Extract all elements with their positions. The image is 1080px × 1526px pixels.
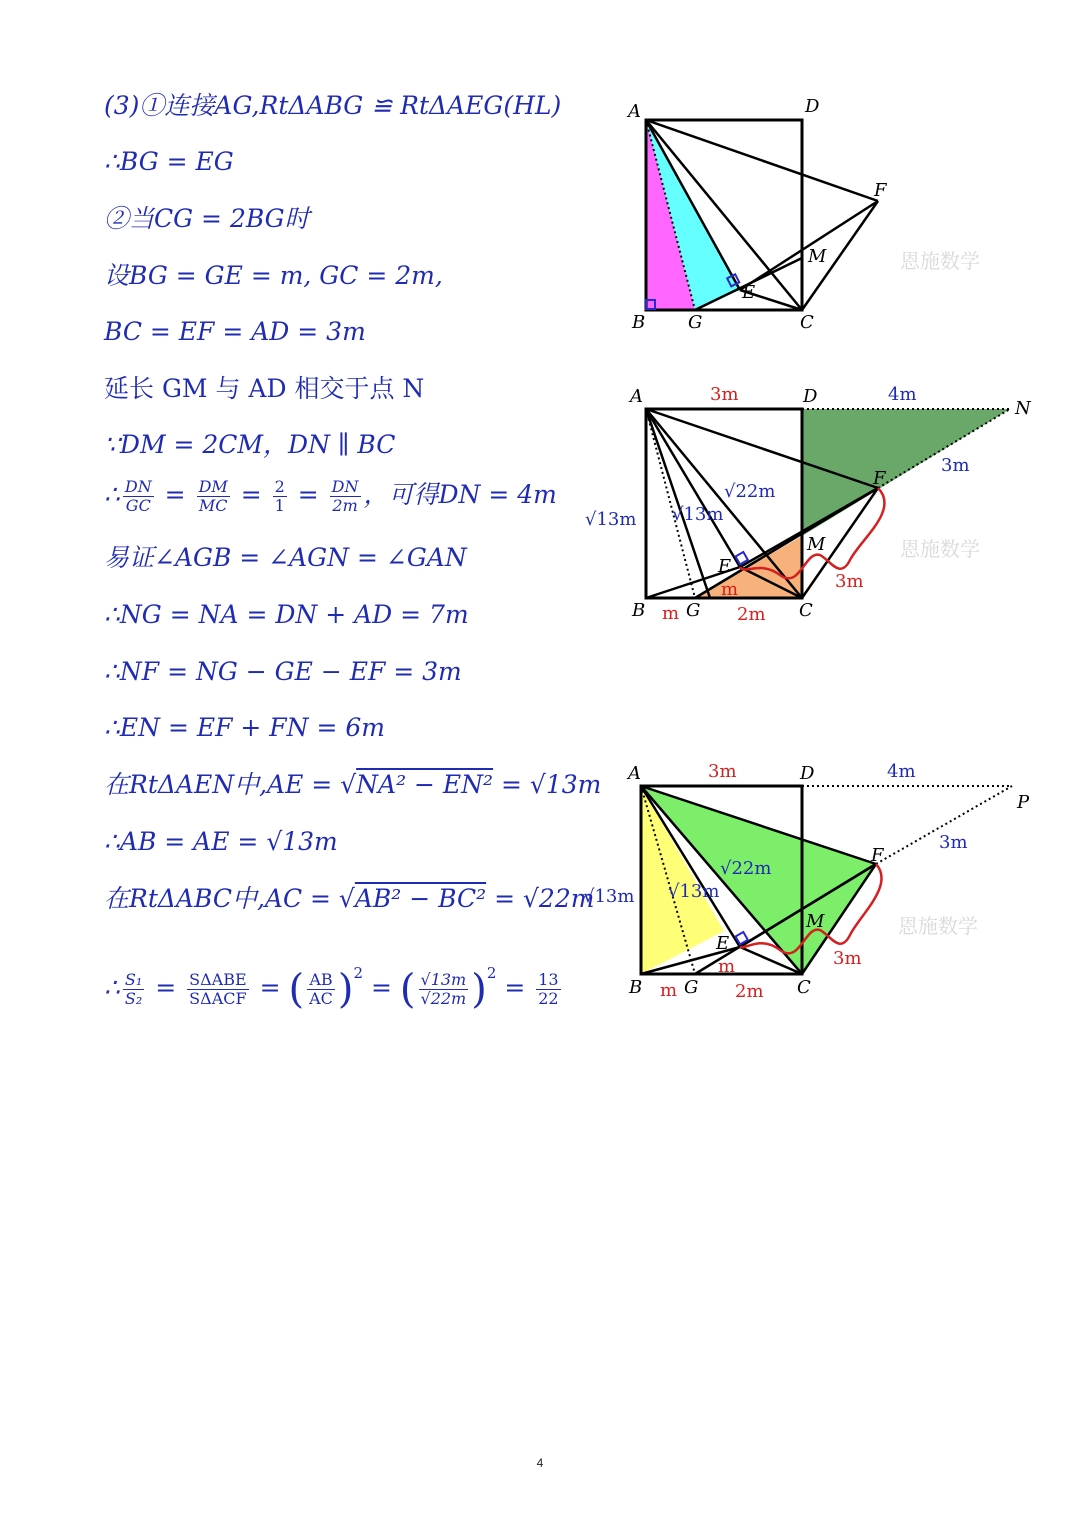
frac-num: 2 bbox=[274, 477, 285, 496]
frac-num: DN bbox=[331, 477, 359, 496]
point-label-d: D bbox=[800, 763, 815, 784]
step-4: 设BG = GE = m, GC = 2m, bbox=[104, 261, 443, 290]
ae-prefix: 在RtΔAEN中,AE = bbox=[104, 770, 341, 799]
point-label-c: C bbox=[800, 312, 814, 333]
label-3m: 3m bbox=[835, 571, 864, 592]
label-m: m bbox=[718, 956, 736, 977]
step-6: 延长 GM 与 AD 相交于点 N bbox=[104, 374, 425, 403]
label-2m: 2m bbox=[735, 981, 764, 1002]
step-5: BC = EF = AD = 3m bbox=[104, 317, 366, 346]
frac-den: 22 bbox=[538, 989, 559, 1008]
frac-den: AC bbox=[309, 989, 333, 1008]
frac-num: 13 bbox=[538, 970, 559, 989]
point-label-p: P bbox=[1017, 792, 1030, 813]
step-ratio: ∴ $\frac{DN}{GC}$ = $\frac{DM}{MC}$ = $\frac{2}{1}$ = $\frac{DN}{2m}$ ，可得DN = 4m bbox=[104, 477, 557, 515]
ac-radicand: AB² − BC² bbox=[354, 884, 487, 913]
frac-t bbox=[187, 971, 249, 1008]
point-label-d: D bbox=[805, 96, 820, 117]
step-3: ②当CG = 2BG时 bbox=[104, 204, 310, 233]
point-label-a: A bbox=[628, 101, 641, 122]
label-sqrt13m: √13m bbox=[672, 504, 724, 525]
frac-den: GC bbox=[125, 496, 151, 515]
sqrt-sign: √ bbox=[340, 770, 357, 799]
ac-result: = √22m bbox=[486, 884, 595, 913]
label-2m: 2m bbox=[737, 604, 766, 625]
frac-num: √13m bbox=[420, 970, 467, 989]
point-label-f: F bbox=[874, 180, 887, 201]
label-sqrt13m: √13m bbox=[668, 881, 720, 902]
label-3m: 3m bbox=[833, 948, 862, 969]
point-label-g: G bbox=[688, 312, 703, 333]
watermark: 恩施数学 bbox=[900, 537, 980, 561]
area-prefix: ∴ bbox=[104, 973, 120, 1002]
point-label-f: F bbox=[871, 845, 884, 866]
ratio-frac-4 bbox=[330, 478, 361, 515]
label-sqrt13m: √13m bbox=[585, 509, 637, 530]
step-ae bbox=[104, 769, 601, 801]
frac-den: 2m bbox=[332, 496, 358, 515]
frac-den: √22m bbox=[420, 989, 467, 1008]
point-label-a: A bbox=[630, 386, 643, 407]
label-sqrt22m: √22m bbox=[724, 481, 776, 502]
label-m: m bbox=[662, 603, 680, 624]
ratio-frac-2 bbox=[197, 478, 230, 515]
point-label-e: E bbox=[742, 282, 756, 303]
watermark: 恩施数学 bbox=[898, 914, 978, 938]
label-m: m bbox=[660, 980, 678, 1001]
point-label-g: G bbox=[684, 977, 699, 998]
step-area-ratio: ∴ $\frac{\text{S₁}}{\text{S₂}}$ = $\frac{\text{SΔABE}}{\text{SΔACF}}$ = ( $\frac{AB}{AC}$ )$^2$ = ( $\frac{√13m}{√22m}$ )$^2$ = $\frac{13}{22}$ bbox=[104, 964, 559, 1013]
point-label-b: B bbox=[632, 600, 646, 621]
point-label-n: N bbox=[1015, 398, 1031, 419]
point-label-a: A bbox=[628, 763, 641, 784]
point-label-e: E bbox=[716, 933, 730, 954]
point-label-g: G bbox=[686, 600, 701, 621]
point-label-b: B bbox=[632, 312, 646, 333]
sqrt-sign: √ bbox=[338, 884, 355, 913]
point-label-m: M bbox=[806, 911, 825, 932]
frac-den: S₂ bbox=[124, 989, 143, 1008]
point-label-d: D bbox=[803, 386, 818, 407]
step-9: ∴NG = NA = DN + AD = 7m bbox=[104, 600, 469, 629]
figure-1 bbox=[600, 85, 1060, 345]
label-3m: 3m bbox=[708, 761, 737, 782]
label-4m: 4m bbox=[888, 384, 917, 405]
exponent: 2 bbox=[353, 964, 364, 982]
step-2: ∴BG = EG bbox=[104, 147, 234, 176]
step-ac bbox=[104, 883, 594, 915]
ratio-prefix: ∴ bbox=[104, 480, 120, 509]
label-sqrt22m: √22m bbox=[720, 858, 772, 879]
frac-num: SΔABE bbox=[189, 970, 247, 989]
label-sqrt13m: √13m bbox=[583, 886, 635, 907]
step-11: ∴EN = EF + FN = 6m bbox=[104, 713, 385, 742]
frac-den: SΔACF bbox=[189, 989, 247, 1008]
ac-prefix: 在RtΔABC中,AC = bbox=[104, 884, 339, 913]
frac-s bbox=[123, 971, 144, 1008]
ratio-frac-1 bbox=[123, 478, 154, 515]
point-label-b: B bbox=[629, 977, 643, 998]
label-m: m bbox=[721, 579, 739, 600]
step-12: ∴AB = AE = √13m bbox=[104, 827, 338, 856]
label-3m: 3m bbox=[710, 384, 739, 405]
ratio-result: ，可得DN = 4m bbox=[363, 480, 557, 509]
frac-num: DN bbox=[124, 477, 152, 496]
frac-u bbox=[307, 971, 335, 1008]
figure-3 bbox=[580, 755, 1060, 1015]
frac-num: AB bbox=[309, 970, 333, 989]
point-label-m: M bbox=[807, 534, 826, 555]
ratio-frac-3 bbox=[273, 478, 287, 515]
frac-num: DM bbox=[198, 477, 228, 496]
point-label-e: E bbox=[718, 556, 732, 577]
ae-result: = √13m bbox=[493, 770, 602, 799]
point-label-c: C bbox=[799, 600, 813, 621]
label-3m: 3m bbox=[941, 455, 970, 476]
frac-num: S₁ bbox=[124, 970, 143, 989]
label-3m: 3m bbox=[939, 832, 968, 853]
frac-w bbox=[536, 971, 560, 1008]
frac-v bbox=[419, 971, 469, 1008]
exponent: 2 bbox=[486, 964, 497, 982]
step-8: 易证∠AGB = ∠AGN = ∠GAN bbox=[104, 543, 467, 572]
step-7: ∵DM = 2CM，DN ∥ BC bbox=[104, 430, 396, 459]
frac-den: MC bbox=[198, 496, 228, 515]
page-number: 4 bbox=[536, 1456, 544, 1470]
step-10: ∴NF = NG − GE − EF = 3m bbox=[104, 657, 462, 686]
step-1: (3)①连接AG,RtΔABG ≌ RtΔAEG(HL) bbox=[104, 91, 562, 120]
label-4m: 4m bbox=[887, 761, 916, 782]
frac-den: 1 bbox=[274, 496, 285, 515]
point-label-c: C bbox=[797, 977, 811, 998]
ae-radicand: NA² − EN² bbox=[356, 770, 494, 799]
watermark: 恩施数学 bbox=[900, 249, 980, 273]
point-label-f: F bbox=[873, 468, 886, 489]
point-label-m: M bbox=[808, 246, 827, 267]
figure-2 bbox=[580, 375, 1060, 635]
